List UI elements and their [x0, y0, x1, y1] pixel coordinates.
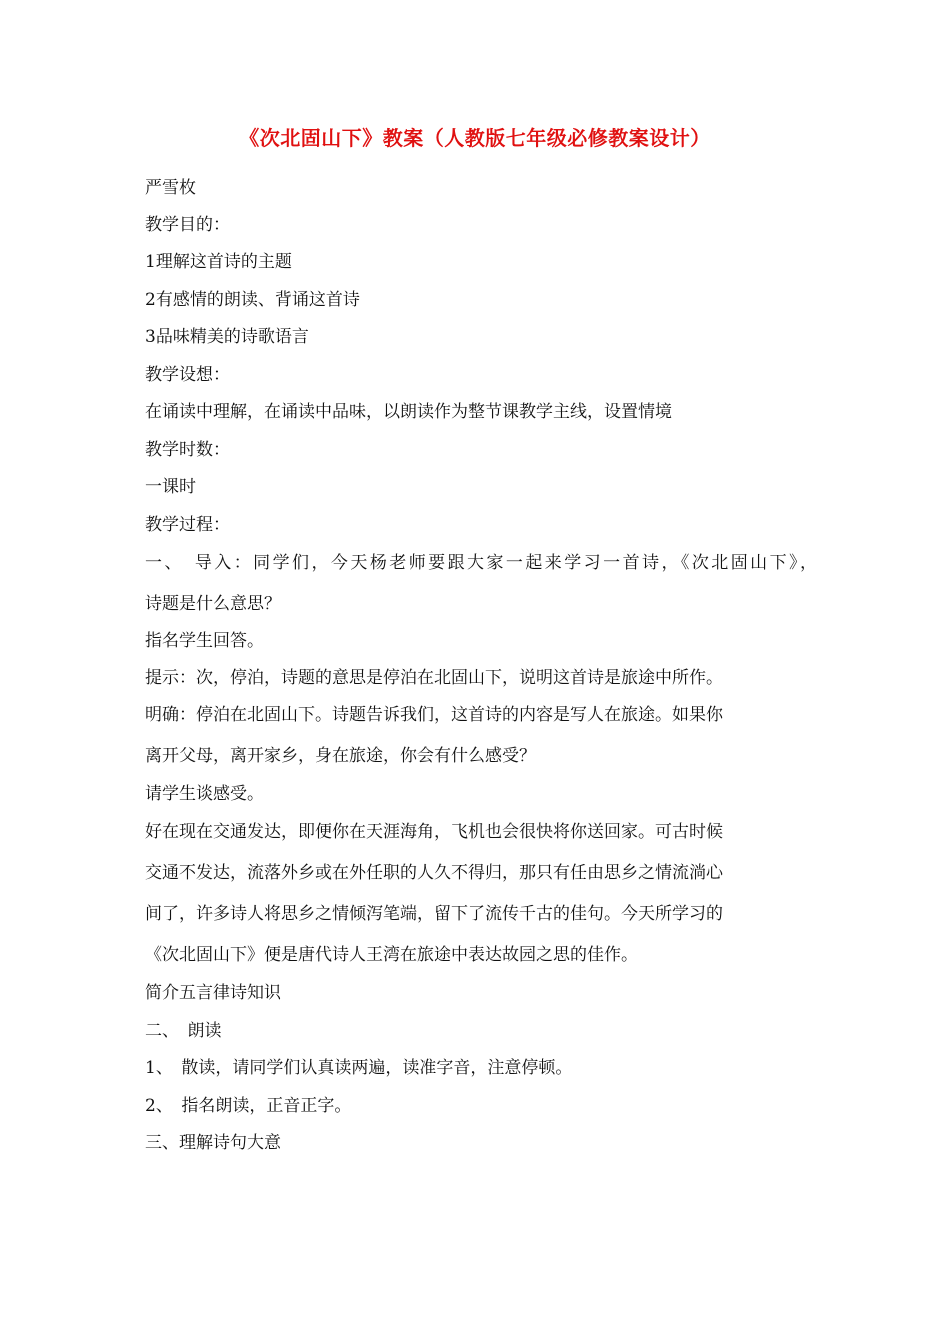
section-reading: 二、 朗读 — [145, 1021, 222, 1041]
objective-1: 1理解这首诗的主题 — [145, 252, 292, 272]
heading-objectives: 教学目的： — [145, 215, 230, 235]
hours-text: 一课时 — [145, 477, 196, 497]
heading-process: 教学过程： — [145, 515, 230, 535]
clarify-line-1: 明确：停泊在北固山下。诗题告诉我们，这首诗的内容是写人在旅途。如果你 — [145, 705, 723, 725]
heading-design: 教学设想： — [145, 365, 230, 385]
intro-paragraph-line-2: 诗题是什么意思？ — [145, 594, 281, 614]
context-line-1: 好在现在交通发达，即便你在天涯海角，飞机也会很快将你送回家。可古时候 — [145, 822, 723, 842]
hint-text: 提示：次，停泊，诗题的意思是停泊在北固山下，说明这首诗是旅途中所作。 — [145, 668, 723, 688]
reading-step-2: 2、 指名朗读，正音正字。 — [145, 1096, 352, 1116]
heading-hours: 教学时数： — [145, 440, 230, 460]
section-understanding: 三、理解诗句大意 — [145, 1133, 281, 1153]
intro-paragraph-line-1: 一、 导入：同学们，今天杨老师要跟大家一起来学习一首诗，《次北固山下》， — [145, 553, 817, 573]
students-feelings: 请学生谈感受。 — [145, 784, 264, 804]
poetry-intro: 简介五言律诗知识 — [145, 983, 281, 1003]
objective-3: 3品味精美的诗歌语言 — [145, 327, 309, 347]
reading-step-1: 1、 散读，请同学们认真读两遍，读准字音，注意停顿。 — [145, 1058, 573, 1078]
objective-2: 2有感情的朗读、背诵这首诗 — [145, 290, 360, 310]
context-line-4: 《次北固山下》便是唐代诗人王湾在旅途中表达故园之思的佳作。 — [145, 945, 638, 965]
clarify-line-2: 离开父母，离开家乡，身在旅途，你会有什么感受？ — [145, 746, 536, 766]
context-line-3: 间了，许多诗人将思乡之情倾泻笔端，留下了流传千古的佳句。今天所学习的 — [145, 904, 723, 924]
design-text: 在诵读中理解，在诵读中品味，以朗读作为整节课教学主线，设置情境 — [145, 402, 672, 422]
author-line: 严雪枚 — [145, 178, 196, 198]
document-title: 《次北固山下》教案（人教版七年级必修教案设计） — [239, 126, 711, 150]
context-line-2: 交通不发达，流落外乡或在外任职的人久不得归，那只有任由思乡之情流淌心 — [145, 863, 723, 883]
instruction-answer: 指名学生回答。 — [145, 631, 264, 651]
